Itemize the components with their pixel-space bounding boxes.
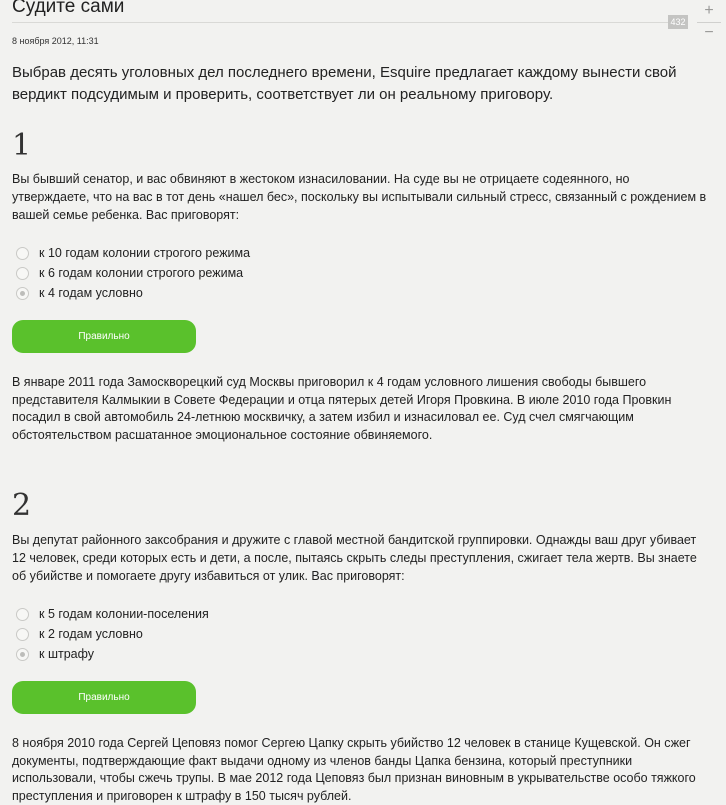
- option-label: к 10 годам колонии строгого режима: [39, 246, 251, 260]
- option-label: к 6 годам колонии строгого режима: [39, 266, 244, 280]
- intro-paragraph: Выбрав десять уголовных дел последнего времени, Esquire предлагает каждому вынести свой вердикт подсудимым и проверить, соответствует ли он реальному приговору.: [12, 64, 677, 103]
- radio-button[interactable]: [16, 247, 29, 260]
- question-text: Вы депутат районного заксобрания и дружите с главой местной бандитской группировки. Однажды ваш друг убивает 12 человек, среди которых есть и дети, а после, пытаясь скрыть следы преступления, сжигает тела жертв. Вы знаете об убийстве и помогаете другу избавиться от улик. Вас приговорят:: [12, 533, 697, 583]
- correct-answer-button[interactable]: Правильно: [12, 320, 196, 353]
- answer-option[interactable]: [16, 283, 143, 303]
- correct-answer-button[interactable]: Правильно: [12, 681, 196, 714]
- view-counter-badge: 432: [668, 15, 688, 29]
- option-label: к 4 годам условно: [39, 286, 143, 300]
- radio-button[interactable]: [16, 267, 29, 280]
- radio-button-selected[interactable]: [16, 648, 29, 661]
- question-text: Вы бывший сенатор, и вас обвиняют в жестоком изнасиловании. На суде вы не отрицаете содеянного, но утверждаете, что на вас в тот день «нашел бес», поскольку вы испытывали сильный стресс, связанный с рождением в вашей семье ребенка. Вас приговорят:: [12, 172, 707, 222]
- answer-explanation: В январе 2011 года Замоскворецкий суд Москвы приговорил к 4 годам условного лишения свободы бывшего представителя Калмыкии в Совете Федерации и отца пятерых детей Игоря Провкина. В июле 2010 года Провкин посадил в свой автомобиль 24-летнюю москвичку, а затем избил и изнасиловал ее. Суд счел смягчающим обстоятельством расшатанное эмоциональное состояние обвиняемого.: [12, 375, 672, 442]
- option-label: к 2 годам условно: [39, 627, 143, 641]
- answer-option[interactable]: [16, 644, 94, 664]
- zoom-divider: [697, 22, 721, 23]
- radio-button-selected[interactable]: [16, 287, 29, 300]
- answer-option[interactable]: [16, 243, 250, 263]
- question-number: 2: [12, 488, 32, 523]
- publish-date: 8 ноября 2012, 11:31: [12, 36, 99, 46]
- option-label: к 5 годам колонии-поселения: [39, 607, 209, 621]
- zoom-in-icon[interactable]: +: [704, 2, 714, 19]
- answer-explanation: 8 ноября 2010 года Сергей Цеповяз помог Сергею Цапку скрыть убийство 12 человек в станице Кущевской. Он сжег документы, подтверждающие факт выдачи одному из членов банды Цапка бензина, который преступники использовали, чтобы сжечь трупы. В мае 2012 года Цеповяз был признан виновным в укрывательстве особо тяжкого преступления и приговорен к штрафу в 150 тысяч рублей.: [12, 736, 696, 803]
- option-label: к штрафу: [39, 647, 94, 661]
- answer-option[interactable]: [16, 263, 243, 283]
- zoom-out-icon[interactable]: −: [704, 24, 714, 41]
- answer-option[interactable]: [16, 624, 143, 644]
- answer-option[interactable]: [16, 604, 209, 624]
- radio-button[interactable]: [16, 628, 29, 641]
- question-number: 1: [12, 128, 32, 163]
- page-title: Судите сами: [12, 0, 125, 17]
- title-divider: [12, 22, 680, 23]
- radio-button[interactable]: [16, 608, 29, 621]
